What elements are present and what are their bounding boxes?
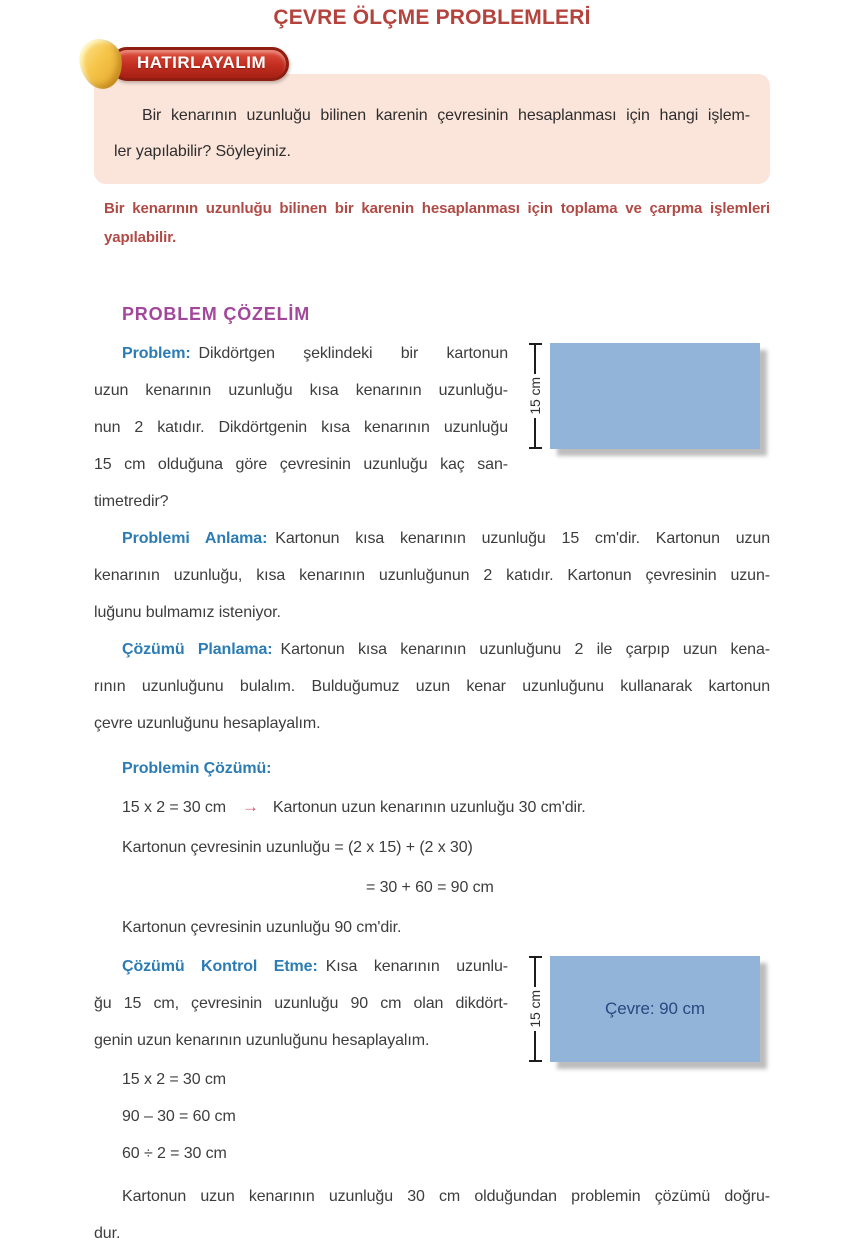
answer-text [104, 194, 770, 252]
perimeter-equation-line-2: = 30 + 60 = 90 cm [366, 879, 494, 896]
rectangle-figure-1 [520, 343, 760, 449]
check-line: ğu 15 cm, çevresinin uzunluğu 90 cm olan dikdört- [94, 995, 508, 1012]
problem-solving-heading: PROBLEM ÇÖZELİM [122, 304, 310, 324]
side-length-label: 15 cm [527, 377, 543, 415]
understanding-line: luğunu bulmamız isteniyor. [94, 604, 281, 621]
blue-rectangle-1 [550, 343, 760, 449]
ribbon-icon [77, 37, 125, 92]
problem-line: nun 2 katıdır. Dikdörtgenin kısa kenarının uzunluğu [94, 419, 508, 436]
remember-badge [110, 47, 289, 81]
answer-line: yapılabilir. [104, 229, 177, 246]
planning-line: rının uzunluğunu bulalım. Bulduğumuz uzun kenar uzunluğunu kullanarak kartonun [94, 678, 770, 695]
problem-row [94, 335, 770, 520]
problem-line [94, 335, 508, 372]
arrow-icon: → [242, 797, 259, 816]
planning-paragraph [94, 631, 770, 742]
remember-badge-row [80, 38, 770, 90]
problem-paragraph [94, 335, 508, 520]
perimeter-result: Kartonun çevresinin uzunluğu 90 cm'dir. [122, 919, 402, 936]
check-text-column [94, 948, 508, 1172]
question-line: ler yapılabilir? Söyleyiniz. [114, 143, 291, 160]
planning-label: Çözümü Planlama: [122, 641, 273, 658]
check-line [94, 948, 508, 985]
dimension-segment [534, 418, 536, 447]
planning-line: çevre uzunluğunu hesaplayalım. [94, 715, 321, 732]
understanding-line-text: Kartonun kısa kenarının uzunluğu 15 cm'dir. Kartonun uzun [275, 530, 770, 547]
understanding-line: kenarının uzunluğu, kısa kenarının uzunluğunun 2 katıdır. Kartonun çevresinin uzun- [94, 567, 770, 584]
answer-line: Bir kenarının uzunluğu bilinen bir karenin hesaplanması için toplama ve çarpma işlemleri [104, 200, 770, 217]
dimension-cap [529, 447, 542, 449]
solution-equation-note: Kartonun uzun kenarının uzunluğu 30 cm'dir. [272, 799, 586, 816]
check-row [94, 948, 770, 1172]
rectangle-figure-2 [520, 956, 760, 1062]
understanding-line [94, 520, 770, 557]
perimeter-label: Çevre: 90 cm [605, 999, 705, 1018]
question-line: Bir kenarının uzunluğu bilinen karenin çevresinin hesaplanması için hangi işlem- [142, 107, 750, 124]
problem-line: 15 cm olduğuna göre çevresinin uzunluğu kaç san- [94, 456, 508, 473]
dimension-segment [534, 1031, 536, 1060]
perimeter-equation-line-1: Kartonun çevresinin uzunluğu = (2 x 15) + (2 x 30) [122, 839, 473, 856]
dimension-cap [529, 1060, 542, 1062]
solution-heading: Problemin Çözümü: [122, 760, 272, 777]
understanding-paragraph [94, 520, 770, 631]
check-line-text: Kısa kenarının uzunlu- [325, 958, 508, 975]
check-equations [94, 1061, 508, 1172]
problem-line-text: Dikdörtgen şeklindeki bir kartonun [198, 345, 508, 362]
remember-badge-label: HATIRLAYALIM [137, 53, 267, 72]
check-line: genin uzun kenarının uzunluğunu hesaplayalım. [94, 1032, 430, 1049]
planning-line [94, 631, 770, 668]
check-paragraph [94, 948, 508, 1059]
conclusion-paragraph [94, 1178, 770, 1252]
remember-section [94, 38, 770, 252]
conclusion-line: Kartonun uzun kenarının uzunluğu 30 cm olduğundan problemin çözümü doğru- [122, 1188, 770, 1205]
problem-line: timetredir? [94, 493, 169, 510]
dimension-segment [534, 958, 536, 987]
dimension-line-2 [520, 956, 550, 1062]
problem-text-column [94, 335, 508, 520]
dimension-segment [534, 345, 536, 374]
check-equation: 60 ÷ 2 = 30 cm [122, 1145, 227, 1162]
problem-line: uzun kenarının uzunluğu kısa kenarının uzunluğu- [94, 382, 508, 399]
understanding-label: Problemi Anlama: [122, 530, 268, 547]
problem-label: Problem: [122, 345, 191, 362]
question-box [94, 74, 770, 184]
planning-line-text: Kartonun kısa kenarının uzunluğunu 2 ile çarpıp uzun kena- [280, 641, 770, 658]
check-equation: 15 x 2 = 30 cm [122, 1071, 226, 1088]
side-length-label: 15 cm [527, 990, 543, 1028]
solution-equation-row [122, 787, 770, 828]
check-label: Çözümü Kontrol Etme: [122, 958, 318, 975]
check-equation: 90 – 30 = 60 cm [122, 1108, 236, 1125]
solution-equation: 15 x 2 = 30 cm [122, 799, 226, 816]
conclusion-line: dur. [94, 1225, 121, 1242]
dimension-line-1 [520, 343, 550, 449]
page-title: ÇEVRE ÖLÇME PROBLEMLERİ [273, 6, 591, 29]
blue-rectangle-2 [550, 956, 760, 1062]
